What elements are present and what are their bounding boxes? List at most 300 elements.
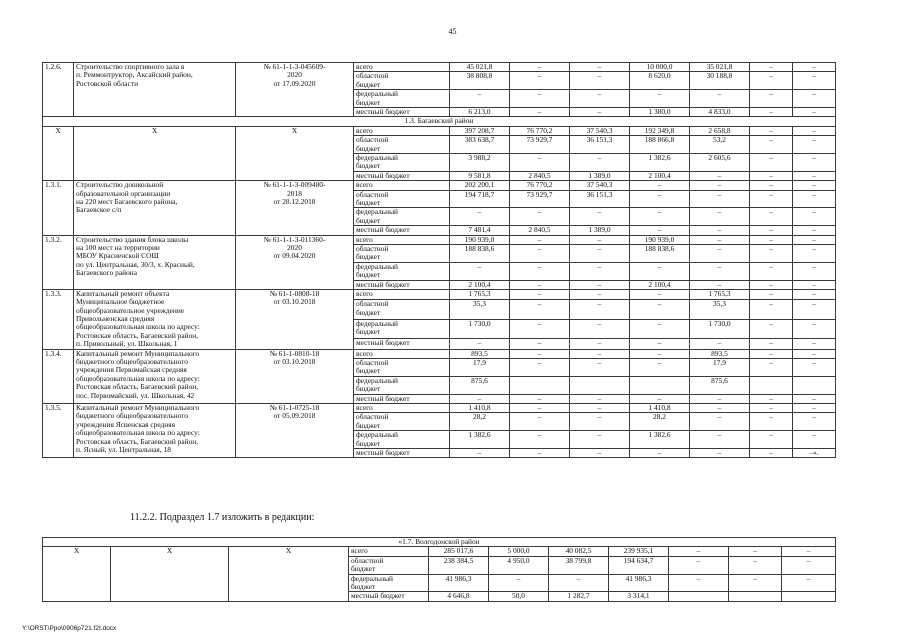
amount-cell: –	[510, 280, 570, 289]
amount-cell: –	[510, 359, 570, 377]
amount-cell: –	[750, 394, 793, 403]
amount-cell: –	[570, 359, 630, 377]
document-line: 2020	[287, 242, 302, 252]
description-line: общеобразовательное учреждение	[76, 305, 185, 315]
funding-source	[354, 181, 450, 190]
funding-source-line: федеральный	[356, 430, 398, 440]
amount-cell: 28,2	[450, 413, 510, 431]
amount-cell: –	[793, 413, 836, 431]
amount-cell: –	[750, 190, 793, 208]
funding-source-line: бюджет	[356, 366, 381, 376]
funding-source-line: бюджет	[356, 143, 381, 153]
amount-cell	[750, 376, 793, 394]
amount-cell: 76 770,2	[510, 181, 570, 190]
project-description	[74, 235, 236, 289]
amount-cell: 4 646,8	[429, 592, 489, 601]
amount-cell: –	[750, 319, 793, 339]
project-document	[236, 126, 354, 180]
section-paragraph: 11.2.2. Подраздел 1.7 изложить в редакции:	[130, 512, 315, 523]
amount-cell: –	[510, 153, 570, 171]
funding-source-line: бюджет	[356, 252, 381, 262]
description-line: Багаевское с/п	[76, 205, 122, 215]
amount-cell: –	[750, 339, 793, 349]
amount-cell: –	[630, 394, 690, 403]
amount-cell: –	[630, 339, 690, 349]
amount-cell: –	[750, 208, 793, 226]
amount-cell: 6 213,0	[450, 107, 510, 116]
amount-cell: –	[450, 262, 510, 280]
document-line: от 03.10.2018	[273, 297, 316, 307]
description-line: Капитальный ремонт объекта	[76, 289, 170, 298]
section-title: «1.7. Волгодонской район	[43, 538, 836, 547]
funding-source-line: всего	[351, 546, 368, 556]
amount-cell: –	[570, 208, 630, 226]
project-description	[74, 126, 236, 180]
amount-cell: –	[669, 556, 729, 574]
amount-cell: 5 000,0	[489, 547, 549, 556]
funding-source-line: бюджет	[356, 97, 381, 107]
amount-cell: –	[750, 413, 793, 431]
funding-source	[354, 394, 450, 403]
amount-cell: 1 389,0	[570, 226, 630, 235]
amount-cell: 2 840,5	[510, 171, 570, 180]
description-line: Строительство спортивного зала в	[76, 62, 185, 71]
funding-source-line: бюджет	[356, 215, 381, 225]
amount-cell: –	[729, 574, 782, 592]
amount-cell: –	[510, 235, 570, 244]
description-line: на 100 мест на территории	[76, 242, 160, 252]
description-line: бюджетного общеобразовательного	[76, 411, 188, 421]
funding-source-line: всего	[356, 235, 373, 244]
amount-cell: –	[570, 280, 630, 289]
funding-source-line: местный бюджет	[356, 394, 410, 403]
funding-source	[349, 592, 429, 601]
project-document: X	[229, 547, 349, 601]
amount-cell: 194 634,7	[609, 556, 669, 574]
project-code: X	[43, 126, 74, 180]
amount-cell: –	[510, 394, 570, 403]
amount-cell: 893,5	[690, 349, 750, 358]
amount-cell: –	[793, 319, 836, 339]
document-line: X	[291, 126, 298, 135]
amount-cell	[510, 376, 570, 394]
amount-cell: –	[793, 190, 836, 208]
amount-cell: –	[549, 574, 609, 592]
project-code: 1.3.3.	[43, 289, 74, 349]
funding-source-line: местный бюджет	[356, 338, 410, 348]
project-code: X	[43, 547, 111, 601]
table-row	[43, 289, 836, 299]
amount-cell: –	[570, 244, 630, 262]
description-line: п. Привольный, ул. Школьная, 1	[76, 339, 178, 349]
amount-cell: –	[510, 208, 570, 226]
amount-cell: 50,0	[489, 592, 549, 601]
funding-source-line: областной	[356, 412, 389, 422]
amount-cell: –	[690, 171, 750, 180]
budget-table-bagaevsky	[42, 62, 836, 458]
funding-source-line: федеральный	[351, 574, 393, 583]
funding-source-line: федеральный	[356, 376, 398, 385]
document-line: от 03.10.2018	[273, 357, 316, 367]
amount-cell: –	[570, 431, 630, 449]
funding-source-line: местный бюджет	[356, 280, 410, 289]
amount-cell: –	[570, 235, 630, 244]
funding-source	[354, 244, 450, 262]
description-line: Строительство здания блока школы	[76, 235, 189, 244]
amount-cell: 73 929,7	[510, 136, 570, 154]
amount-cell	[729, 592, 782, 601]
description-line: учреждения Ясненская средняя	[76, 419, 176, 429]
amount-cell: –	[630, 319, 690, 339]
amount-cell: –	[570, 153, 630, 171]
amount-cell: –	[690, 90, 750, 108]
document-line: от 17.09.2020	[273, 78, 316, 88]
amount-cell: –	[793, 107, 836, 116]
project-code: 1.3.2.	[43, 235, 74, 289]
project-description	[74, 289, 236, 349]
amount-cell: –	[570, 90, 630, 108]
amount-cell: –	[729, 547, 782, 556]
amount-cell: –	[510, 107, 570, 116]
amount-cell: 188 838,6	[630, 244, 690, 262]
amount-cell: 1 389,0	[570, 171, 630, 180]
description-line: Ростовская область, Багаевский район,	[76, 382, 199, 392]
amount-cell: –	[669, 547, 729, 556]
funding-source-line: областной	[356, 358, 389, 368]
description-line: по ул. Центральная, 30/3, х. Красный,	[76, 259, 195, 269]
funding-source	[354, 431, 450, 449]
project-document	[236, 289, 354, 349]
amount-cell: –	[750, 244, 793, 262]
funding-source-line: бюджет	[356, 327, 381, 337]
description-line: общеобразовательная школа по адресу:	[76, 428, 200, 438]
amount-cell: –	[630, 90, 690, 108]
funding-source-line: бюджет	[356, 438, 381, 448]
amount-cell: –	[750, 404, 793, 413]
amount-cell: –	[750, 300, 793, 320]
project-description	[74, 404, 236, 458]
description-line: Ростовская область, Багаевский район,	[76, 436, 199, 446]
amount-cell: –	[690, 262, 750, 280]
project-document	[236, 181, 354, 235]
amount-cell: –	[570, 448, 630, 457]
amount-cell: 4 833,0	[690, 107, 750, 116]
amount-cell: –	[630, 359, 690, 377]
amount-cell: 40 082,5	[549, 547, 609, 556]
amount-cell: 1 765,3	[690, 289, 750, 299]
funding-source-line: федеральный	[356, 319, 398, 328]
amount-cell: 2 100,4	[450, 280, 510, 289]
funding-source-line: бюджет	[356, 197, 381, 207]
funding-source	[349, 547, 429, 556]
funding-source	[354, 349, 450, 358]
funding-source-line: всего	[356, 403, 373, 413]
funding-source-line: всего	[356, 349, 373, 358]
funding-source-line: бюджет	[351, 564, 376, 574]
amount-cell: 188 866,8	[630, 136, 690, 154]
funding-source	[354, 63, 450, 72]
description-line: Капитальный ремонт Муниципального	[76, 403, 200, 413]
amount-cell: –	[750, 359, 793, 377]
funding-source-line: областной	[356, 135, 389, 145]
amount-cell: 36 151,3	[570, 190, 630, 208]
file-path-footer: Y:\ORST\Ppo\0906p721.f2I.docx	[22, 625, 117, 632]
funding-source-line: всего	[356, 289, 373, 298]
document-line: 2020	[287, 70, 302, 80]
amount-cell: –	[570, 107, 630, 116]
funding-source	[354, 280, 450, 289]
amount-cell: –	[570, 413, 630, 431]
amount-cell: –	[750, 289, 793, 299]
description-line: X	[151, 126, 158, 135]
amount-cell: 3 988,2	[450, 153, 510, 171]
funding-source-line: областной	[351, 556, 384, 565]
document-line: № 61-1-1-3-045609-	[263, 62, 326, 71]
amount-cell: –	[450, 90, 510, 108]
amount-cell: –	[450, 339, 510, 349]
amount-cell: –	[750, 448, 793, 457]
amount-cell: –	[570, 339, 630, 349]
amount-cell: –	[793, 126, 836, 135]
amount-cell: –	[630, 190, 690, 208]
amount-cell: 397 208,7	[450, 126, 510, 135]
amount-cell: 37 540,3	[570, 126, 630, 135]
funding-source	[354, 235, 450, 244]
amount-cell: –	[793, 153, 836, 171]
funding-source-line: областной	[356, 299, 389, 309]
funding-source	[354, 153, 450, 171]
amount-cell: –	[570, 319, 630, 339]
amount-cell: 1 382,6	[450, 431, 510, 449]
amount-cell: –	[750, 171, 793, 180]
table-row	[43, 404, 836, 413]
amount-cell: –	[793, 226, 836, 235]
amount-cell: –	[782, 574, 836, 592]
funding-source	[354, 190, 450, 208]
amount-cell: –	[510, 339, 570, 349]
amount-cell: –	[793, 208, 836, 226]
funding-source-line: областной	[356, 244, 389, 253]
amount-cell: –	[793, 262, 836, 280]
funding-source	[354, 226, 450, 235]
table-row	[43, 181, 836, 190]
amount-cell: 3 314,1	[609, 592, 669, 601]
funding-source	[354, 413, 450, 431]
amount-cell: 30 188,8	[690, 72, 750, 90]
amount-cell: –	[750, 136, 793, 154]
amount-cell: –	[510, 244, 570, 262]
table-row	[43, 547, 836, 556]
amount-cell: 28,2	[630, 413, 690, 431]
document-line: от 05.09.2018	[273, 411, 316, 421]
table-row	[43, 235, 836, 244]
amount-cell: –	[793, 72, 836, 90]
amount-cell: –	[570, 262, 630, 280]
project-description	[74, 181, 236, 235]
amount-cell: 875,6	[450, 376, 510, 394]
amount-cell: –	[750, 262, 793, 280]
amount-cell: –	[690, 394, 750, 403]
table-row	[43, 126, 836, 135]
amount-cell: –	[750, 235, 793, 244]
amount-cell: –	[750, 107, 793, 116]
amount-cell: –	[750, 349, 793, 358]
amount-cell	[782, 592, 836, 601]
amount-cell: –	[793, 181, 836, 190]
funding-source	[354, 289, 450, 299]
amount-cell: –	[750, 63, 793, 72]
funding-source-line: бюджет	[356, 270, 381, 280]
amount-cell: –	[510, 319, 570, 339]
funding-source	[354, 171, 450, 180]
funding-source-line: местный бюджет	[356, 225, 410, 235]
amount-cell: –	[793, 235, 836, 244]
project-code: 1.3.4.	[43, 349, 74, 403]
description-line: общеобразовательная школа по адресу:	[76, 373, 200, 383]
description-line: на 220 мест Багаевского района,	[76, 196, 178, 206]
description-line: п. Реммонтруктор, Аксайский район,	[76, 70, 193, 80]
amount-cell: 383 638,7	[450, 136, 510, 154]
description-line: МБОУ Красненской СОШ	[76, 251, 159, 261]
funding-source	[354, 376, 450, 394]
amount-cell: –	[450, 208, 510, 226]
section-header-row	[43, 538, 836, 547]
funding-source-line: федеральный	[356, 262, 398, 271]
amount-cell: –	[510, 72, 570, 90]
amount-cell: 1 382,6	[630, 431, 690, 449]
amount-cell: 76 770,2	[510, 126, 570, 135]
amount-cell: 1 382,6	[630, 153, 690, 171]
amount-cell: –	[690, 244, 750, 262]
project-description	[74, 63, 236, 117]
description-line: Ростовская область, Багаевский район,	[76, 330, 199, 340]
description-line: п. Ясный, ул. Центральная, 18	[76, 444, 171, 454]
funding-source-line: областной	[356, 71, 389, 81]
document-line: от 28.12.2018	[273, 196, 316, 206]
funding-source	[354, 359, 450, 377]
amount-cell: 35,3	[450, 300, 510, 320]
amount-cell: 38 799,8	[549, 556, 609, 574]
amount-cell: –	[690, 226, 750, 235]
document-line: № 61-1-1-3-009480-	[263, 180, 326, 190]
amount-cell: 17,9	[450, 359, 510, 377]
amount-cell: –	[793, 394, 836, 403]
amount-cell: 190 939,0	[450, 235, 510, 244]
funding-source-line: местный бюджет	[351, 591, 405, 601]
amount-cell: –	[630, 181, 690, 190]
amount-cell: 1 765,3	[450, 289, 510, 299]
funding-source-line: местный бюджет	[356, 171, 410, 180]
funding-source-line: бюджет	[356, 384, 381, 394]
description-line: бюджетного общеобразовательного	[76, 357, 188, 367]
amount-cell: –	[510, 300, 570, 320]
amount-cell: 893,5	[450, 349, 510, 358]
amount-cell: –	[793, 404, 836, 413]
page-number: 45	[448, 27, 457, 36]
amount-cell: 10 000,0	[630, 63, 690, 72]
amount-cell: 285 017,6	[429, 547, 489, 556]
funding-source	[354, 262, 450, 280]
amount-cell: 53,2	[690, 136, 750, 154]
amount-cell: 9 581,8	[450, 171, 510, 180]
project-document	[236, 349, 354, 403]
amount-cell: –	[630, 448, 690, 457]
amount-cell: 188 838,6	[450, 244, 510, 262]
funding-source	[354, 136, 450, 154]
amount-cell: 2 658,8	[690, 126, 750, 135]
amount-cell: –	[510, 431, 570, 449]
amount-cell: –	[793, 171, 836, 180]
amount-cell: –	[570, 404, 630, 413]
amount-cell: –	[793, 90, 836, 108]
funding-source-line: бюджет	[351, 581, 376, 591]
amount-cell: –	[750, 226, 793, 235]
amount-cell: –	[690, 190, 750, 208]
amount-cell: –	[489, 574, 549, 592]
description-line: пос. Первомайский, ул. Школьная, 42	[76, 390, 195, 400]
amount-cell: –	[510, 262, 570, 280]
project-description	[74, 349, 236, 403]
amount-cell: –	[570, 63, 630, 72]
amount-cell: –	[793, 63, 836, 72]
funding-source	[354, 90, 450, 108]
description-line: Ростовской области	[76, 78, 139, 88]
amount-cell: 35,3	[690, 300, 750, 320]
amount-cell: –	[630, 289, 690, 299]
section-header-row	[43, 117, 836, 126]
funding-source	[354, 300, 450, 320]
document-line: № 61-1-0808-18	[269, 289, 320, 298]
amount-cell: –	[750, 90, 793, 108]
amount-cell: –	[669, 574, 729, 592]
amount-cell: 1 730,0	[450, 319, 510, 339]
amount-cell: –	[510, 90, 570, 108]
funding-source	[354, 126, 450, 135]
amount-cell: –	[750, 72, 793, 90]
amount-cell	[630, 376, 690, 394]
project-document	[236, 235, 354, 289]
amount-cell: 41 986,3	[609, 574, 669, 592]
amount-cell: –	[782, 547, 836, 556]
amount-cell: –	[750, 181, 793, 190]
amount-cell: –	[793, 339, 836, 349]
amount-cell: –	[750, 126, 793, 135]
amount-cell: 8 620,0	[630, 72, 690, 90]
section-title: 1.3. Багаевский район	[43, 117, 836, 126]
funding-source-line: всего	[356, 62, 373, 71]
amount-cell: 2 840,5	[510, 226, 570, 235]
amount-cell: –	[793, 136, 836, 154]
amount-cell: –	[690, 235, 750, 244]
funding-source-line: всего	[356, 126, 373, 135]
amount-cell: 41 986,3	[429, 574, 489, 592]
funding-source-line: местный бюджет	[356, 107, 410, 116]
description-line: Капитальный ремонт Муниципального	[76, 349, 200, 358]
amount-cell: –	[570, 72, 630, 90]
amount-cell: –	[690, 280, 750, 289]
amount-cell: –	[690, 404, 750, 413]
amount-cell: –	[510, 448, 570, 457]
funding-source	[354, 107, 450, 116]
amount-cell: –	[793, 300, 836, 320]
funding-source	[354, 448, 450, 457]
amount-cell: 239 935,1	[609, 547, 669, 556]
funding-source-line: федеральный	[356, 207, 398, 217]
amount-cell: 238 384,5	[429, 556, 489, 574]
amount-cell: 35 021,8	[690, 63, 750, 72]
description-line: учреждения Первомайская средняя	[76, 365, 187, 375]
amount-cell: 192 349,8	[630, 126, 690, 135]
